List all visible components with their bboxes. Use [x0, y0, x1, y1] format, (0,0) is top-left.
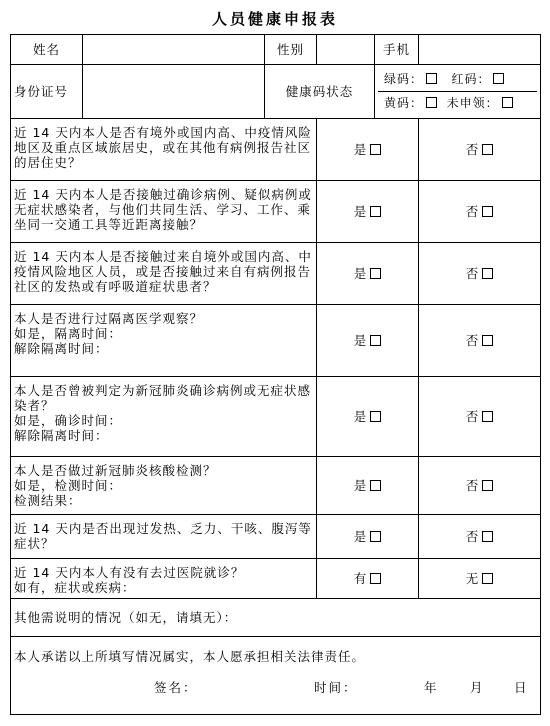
no-checkbox[interactable]: [482, 531, 493, 542]
question-detail: 如有，症状或疾病：: [14, 580, 136, 595]
question-row: [11, 377, 541, 457]
yes-option[interactable]: 是: [317, 377, 419, 457]
phone-field[interactable]: [419, 35, 541, 65]
no-option[interactable]: 无: [419, 559, 541, 599]
health-code-label: 健康码状态: [265, 65, 375, 119]
no-checkbox[interactable]: [482, 206, 493, 217]
health-code-options: [375, 65, 541, 119]
question-detail: 解除隔离时间：: [14, 428, 109, 443]
signature-line: [14, 680, 537, 695]
yes-checkbox[interactable]: [370, 206, 381, 217]
other-notes-row: [11, 599, 541, 637]
no-checkbox[interactable]: [482, 411, 493, 422]
question-row: [11, 119, 541, 181]
yes-checkbox[interactable]: [370, 480, 381, 491]
no-option[interactable]: 否: [419, 457, 541, 515]
name-field[interactable]: [83, 35, 265, 65]
question-detail: 解除隔离时间：: [14, 341, 109, 356]
question-row: [11, 181, 541, 243]
question-main: 本人是否做过新冠肺炎核酸检测？: [14, 463, 217, 478]
no-checkbox[interactable]: [482, 573, 493, 584]
red-code-checkbox[interactable]: [493, 73, 504, 84]
yes-option[interactable]: 是: [317, 243, 419, 305]
month-label: 月: [470, 680, 485, 695]
basic-info-row: [11, 35, 541, 65]
no-option[interactable]: 否: [419, 377, 541, 457]
question-detail: 如是，确诊时间：: [14, 413, 123, 428]
yes-checkbox[interactable]: [370, 411, 381, 422]
signature-label: 签名：: [154, 680, 198, 695]
question-main: 本人是否进行过隔离医学观察？: [14, 311, 204, 326]
pledge-text: 本人承诺以上所填写情况属实，本人愿承担相关法律责任。: [14, 649, 366, 664]
pledge-row: [11, 637, 541, 715]
question-row: [11, 515, 541, 559]
question-row: [11, 305, 541, 377]
name-label: 姓名: [11, 35, 83, 65]
gender-label: 性别: [265, 35, 317, 65]
green-code-checkbox[interactable]: [426, 73, 437, 84]
id-health-row: [11, 65, 541, 119]
yes-option[interactable]: 是: [317, 457, 419, 515]
question-text: [11, 457, 317, 515]
question-text: 近 14 天内是否出现过发热、乏力、干咳、腹泻等症状？: [11, 515, 317, 559]
no-option[interactable]: 否: [419, 181, 541, 243]
yes-checkbox[interactable]: [370, 531, 381, 542]
no-option[interactable]: 否: [419, 515, 541, 559]
unclaimed-checkbox[interactable]: [502, 97, 513, 108]
yes-checkbox[interactable]: [370, 268, 381, 279]
question-row: [11, 559, 541, 599]
id-label: 身份证号: [11, 65, 83, 119]
no-checkbox[interactable]: [482, 335, 493, 346]
question-text: [11, 377, 317, 457]
question-text: [11, 559, 317, 599]
question-main: 本人是否曾被判定为新冠肺炎确诊病例或无症状感染者？: [14, 383, 312, 413]
question-text: 近 14 天内本人是否有境外或国内高、中疫情风险地区及重点区域旅居史，或在其他有病例报告社区的居住史？: [11, 119, 317, 181]
yes-option[interactable]: 是: [317, 305, 419, 377]
health-declaration-form: [10, 34, 541, 715]
green-code-label: 绿码：: [384, 72, 424, 86]
red-code-label: 红码：: [451, 72, 491, 86]
yes-option[interactable]: 是: [317, 119, 419, 181]
yellow-code-label: 黄码：: [384, 96, 424, 110]
gender-field[interactable]: [317, 35, 375, 65]
yes-checkbox[interactable]: [370, 144, 381, 155]
question-text: 近 14 天内本人是否接触过确诊病例、疑似病例或无症状感染者，与他们共同生活、学习、工作、乘坐同一交通工具等近距离接触？: [11, 181, 317, 243]
no-option[interactable]: 否: [419, 243, 541, 305]
no-checkbox[interactable]: [482, 268, 493, 279]
question-detail: 如是，隔离时间：: [14, 326, 123, 341]
yellow-code-checkbox[interactable]: [426, 97, 437, 108]
question-row: [11, 457, 541, 515]
question-detail: 如是，检测时间：: [14, 478, 123, 493]
no-checkbox[interactable]: [482, 480, 493, 491]
other-notes-field[interactable]: 其他需说明的情况（如无，请填无）：: [11, 599, 541, 637]
no-option[interactable]: 否: [419, 305, 541, 377]
yes-checkbox[interactable]: [370, 573, 381, 584]
day-label: 日: [514, 680, 529, 695]
id-field[interactable]: [83, 65, 265, 119]
question-text: [11, 305, 317, 377]
form-title: 人员健康申报表: [211, 10, 338, 28]
yes-checkbox[interactable]: [370, 335, 381, 346]
no-checkbox[interactable]: [482, 144, 493, 155]
question-row: [11, 243, 541, 305]
pledge-cell: [11, 637, 541, 715]
question-text: 近 14 天内本人是否接触过来自境外或国内高、中疫情风险地区人员，或是否接触过来自有病例报告社区的发热或有呼吸道症状患者？: [11, 243, 317, 305]
time-label: 时间：: [314, 680, 358, 695]
yes-option[interactable]: 有: [317, 559, 419, 599]
year-label: 年: [424, 680, 439, 695]
unclaimed-label: 未申领：: [446, 96, 499, 110]
phone-label: 手机: [375, 35, 419, 65]
no-option[interactable]: 否: [419, 119, 541, 181]
question-main: 近 14 天内本人有没有去过医院就诊？: [14, 565, 245, 580]
yes-option[interactable]: 是: [317, 515, 419, 559]
question-detail: 检测结果：: [14, 493, 82, 508]
yes-option[interactable]: 是: [317, 181, 419, 243]
